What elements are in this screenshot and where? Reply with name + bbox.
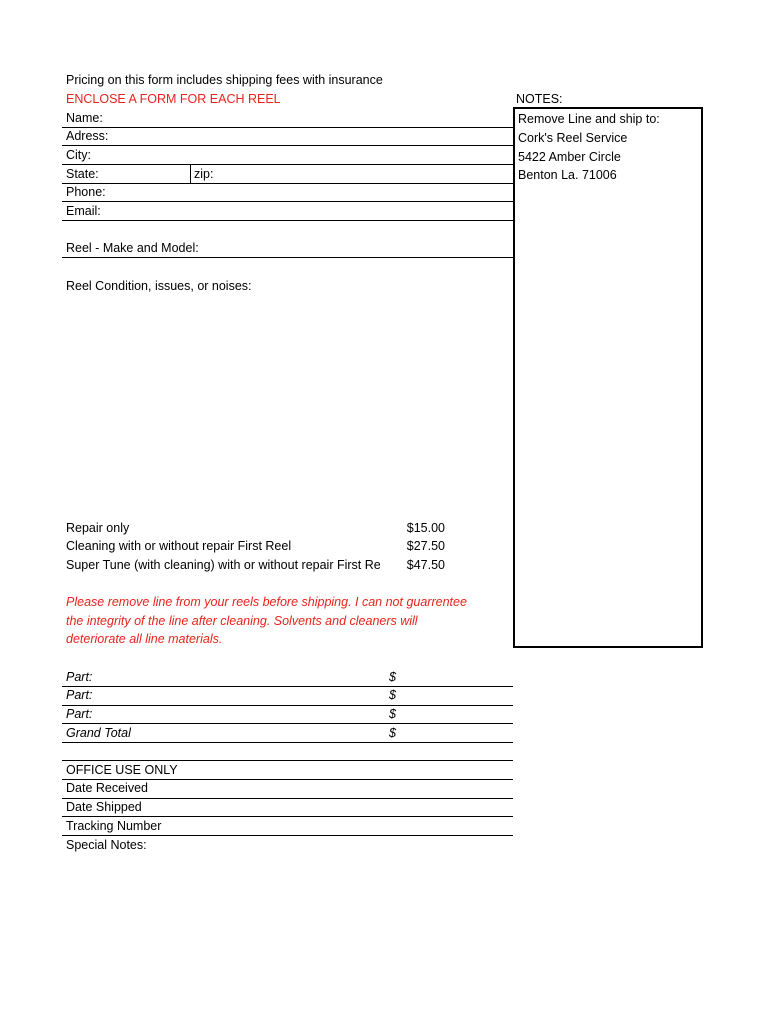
warning-line-3: deteriorate all line materials. <box>66 632 223 646</box>
part-label-3: Part: <box>66 707 93 721</box>
service-cleaning-price: $27.50 <box>406 539 445 553</box>
notes-line-1: Remove Line and ship to: <box>518 112 660 126</box>
part-label-2: Part: <box>66 688 93 702</box>
tracking-number-line[interactable] <box>62 835 513 836</box>
city-label: City: <box>66 148 91 162</box>
name-label: Name: <box>66 111 103 125</box>
zip-label: zip: <box>194 167 214 181</box>
office-title-line <box>62 779 513 780</box>
address-label: Adress: <box>66 129 109 143</box>
email-label: Email: <box>66 204 101 218</box>
warning-line-1: Please remove line from your reels before shipping. I can not guarrentee <box>66 595 467 609</box>
part-dollar-1: $ <box>389 670 396 684</box>
city-field-line[interactable] <box>62 164 513 165</box>
notes-box[interactable] <box>513 107 703 648</box>
part-dollar-3: $ <box>389 707 396 721</box>
part-dollar-2: $ <box>389 688 396 702</box>
date-shipped-label: Date Shipped <box>66 800 142 814</box>
phone-field-line[interactable] <box>62 201 513 202</box>
date-received-label: Date Received <box>66 781 148 795</box>
service-repair-price: $15.00 <box>406 521 445 535</box>
date-shipped-line[interactable] <box>62 816 513 817</box>
service-supertune-price: $47.50 <box>406 558 445 572</box>
name-field-line[interactable] <box>62 127 513 128</box>
office-use-title: OFFICE USE ONLY <box>66 763 178 777</box>
service-cleaning-label: Cleaning with or without repair First Reel <box>66 539 292 553</box>
pricing-note: Pricing on this form includes shipping fees with insurance <box>66 73 383 87</box>
address-field-line[interactable] <box>62 145 513 146</box>
notes-line-3: 5422 Amber Circle <box>518 150 621 164</box>
tracking-number-label: Tracking Number <box>66 819 162 833</box>
notes-title: NOTES: <box>516 92 563 106</box>
grand-total-dollar: $ <box>389 726 396 740</box>
part-line-1[interactable] <box>62 686 513 687</box>
grand-total-line[interactable] <box>62 742 513 743</box>
service-supertune-label: Super Tune (with cleaning) with or without repair First Re <box>66 558 381 572</box>
reel-make-model-line[interactable] <box>62 257 513 258</box>
grand-total-label: Grand Total <box>66 726 131 740</box>
special-notes-label: Special Notes: <box>66 838 147 852</box>
enclose-note: ENCLOSE A FORM FOR EACH REEL <box>66 92 281 106</box>
phone-label: Phone: <box>66 185 106 199</box>
state-zip-divider <box>190 164 191 183</box>
date-received-line[interactable] <box>62 798 513 799</box>
email-field-line[interactable] <box>62 220 513 221</box>
reel-make-model-label: Reel - Make and Model: <box>66 241 199 255</box>
service-repair-label: Repair only <box>66 521 130 535</box>
warning-line-2: the integrity of the line after cleaning. Solvents and cleaners will <box>66 614 418 628</box>
part-line-3[interactable] <box>62 723 513 724</box>
notes-line-2: Cork's Reel Service <box>518 131 628 145</box>
notes-line-4: Benton La. 71006 <box>518 168 617 182</box>
office-top-line <box>62 760 513 761</box>
reel-condition-label: Reel Condition, issues, or noises: <box>66 279 252 293</box>
state-label: State: <box>66 167 99 181</box>
part-line-2[interactable] <box>62 705 513 706</box>
part-label-1: Part: <box>66 670 93 684</box>
state-zip-field-line[interactable] <box>62 183 513 184</box>
